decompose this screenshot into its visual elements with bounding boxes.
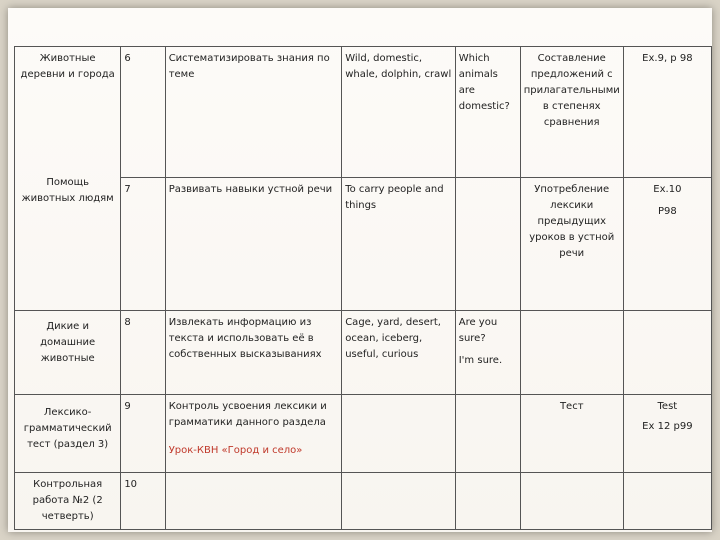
slide <box>8 8 712 532</box>
homework-cell <box>623 395 711 473</box>
grammar-cell <box>455 395 520 473</box>
topic-text: Животные деревни и города <box>20 53 115 80</box>
homework-cell: Ex.9, p 98 <box>623 47 711 178</box>
lesson-number-cell: 8 <box>121 311 165 395</box>
speech-cell <box>520 473 623 530</box>
topic-cell <box>15 311 121 395</box>
goal-cell: Извлекать информацию из текста и использовать её в собственных высказываниях <box>165 311 342 395</box>
topic-text: Помощь животных людям <box>21 177 114 204</box>
lesson-number-cell: 7 <box>121 178 165 311</box>
topic-text: Лексико-грамматический тест (раздел 3) <box>23 407 112 450</box>
grammar-answer-text: I'm sure. <box>458 355 503 366</box>
homework-page-text: Ex 12 p99 <box>642 421 693 432</box>
table-row <box>15 311 712 395</box>
speech-cell <box>520 311 623 395</box>
lesson-plan-table <box>14 46 712 530</box>
lesson-number-cell: 6 <box>121 47 165 178</box>
vocabulary-cell <box>342 473 456 530</box>
grammar-cell <box>455 311 520 395</box>
homework-text: Test <box>657 401 678 412</box>
goal-cell <box>165 473 342 530</box>
speech-cell: Тест <box>520 395 623 473</box>
lesson-type-text: Урок-КВН «Город и село» <box>168 445 303 456</box>
lesson-number-cell: 9 <box>121 395 165 473</box>
topic-text: Контрольная работа №2 (2 четверть) <box>32 479 103 522</box>
table-row <box>15 395 712 473</box>
homework-text: Ex.10 <box>653 184 682 195</box>
grammar-cell: Which animals are domestic? <box>455 47 520 178</box>
vocabulary-cell: Wild, domestic, whale, dolphin, crawl <box>342 47 456 178</box>
topic-cell <box>15 47 121 311</box>
speech-cell: Составление предложений с прилагательными в степенях сравнения <box>520 47 623 178</box>
grammar-text: Are you sure? <box>458 317 498 344</box>
goal-cell: Систематизировать знания по теме <box>165 47 342 178</box>
vocabulary-cell: Cage, yard, desert, ocean, iceberg, useful, curious <box>342 311 456 395</box>
homework-cell <box>623 311 711 395</box>
topic-text: Дикие и домашние животные <box>40 321 96 364</box>
goal-text: Контроль усвоения лексики и грамматики данного раздела <box>168 401 327 428</box>
homework-page-text: P98 <box>657 206 677 217</box>
homework-cell <box>623 178 711 311</box>
homework-cell <box>623 473 711 530</box>
vocabulary-cell: To carry people and things <box>342 178 456 311</box>
vocabulary-cell <box>342 395 456 473</box>
lesson-number-cell: 10 <box>121 473 165 530</box>
goal-cell: Развивать навыки устной речи <box>165 178 342 311</box>
grammar-cell <box>455 473 520 530</box>
topic-cell <box>15 473 121 530</box>
speech-cell: Употребление лексики предыдущих уроков в устной речи <box>520 178 623 311</box>
topic-cell <box>15 395 121 473</box>
table-row <box>15 473 712 530</box>
grammar-cell <box>455 178 520 311</box>
goal-cell <box>165 395 342 473</box>
table-row <box>15 47 712 178</box>
